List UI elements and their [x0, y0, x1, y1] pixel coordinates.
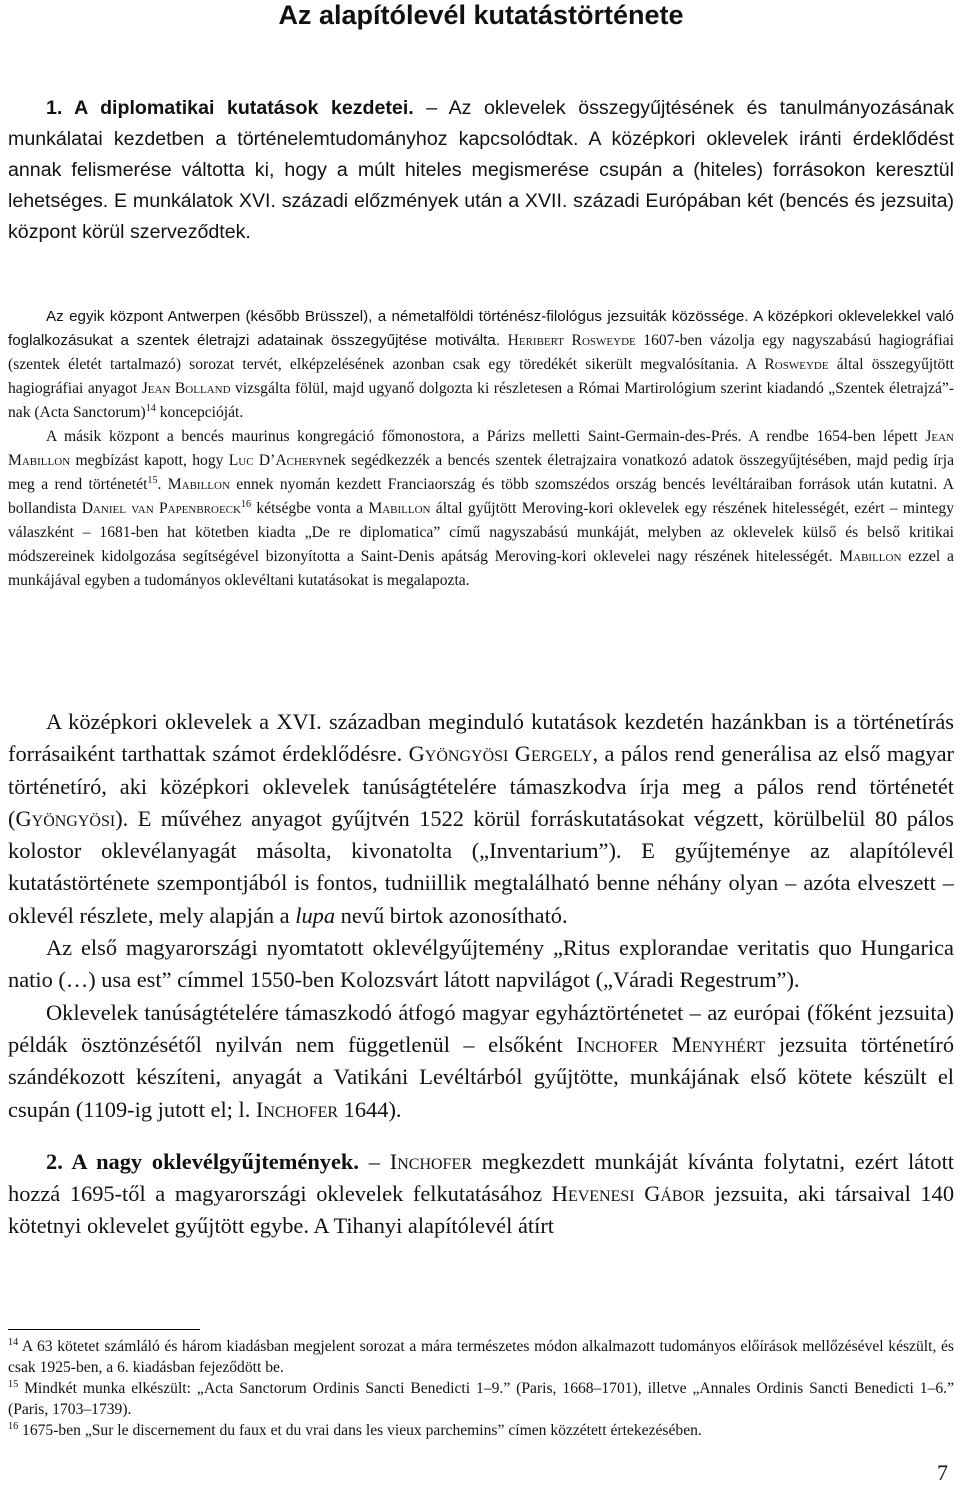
page-title: Az alapítólevél kutatástörténete [278, 0, 684, 30]
inchofer-paragraph: Oklevelek tanúságtételére támaszkodó átfogó magyar egyháztörténetet – az európai (főként jezsuita) példák ösztönzésétől nyilván nem függetlenül – elsőként Inchofer Menyhért jezsuita történetíró szándékozott készíteni, anyagát a Vatikáni Levéltárból gyűjtötte, munkájának első kötete készült el csupán (1109-ig jutott el; l. Inchofer 1644). [8, 999, 955, 1122]
antwerp-paragraph: Az egyik központ Antwerpen (később Brüsszel), a németalföldi történész-filológus jezsuiták közössége. A középkori oklevelekkel való foglalkozásukat a szentek életrajzi adatainak összegyűjtése motiválta. Heribert Rosweyde 1607-ben vázolja egy nagyszabású hagiográfiai (szentek életét tartalmazó) sorozat tervét, elképzelésének azonban csak egy töredékét sikerült megvalósítania. A Rosweyde által összegyűjtött hagiográfiai anyagot Jean Bolland vizsgálta fölül, majd ugyanő dolgozta ki részletesen a Római Martirológium szerint kiadandó „Szentek életrajzá”-nak (Acta Sanctorum)$^{14}$ koncepcióját. [8, 308, 954, 421]
section-2-paragraph: 2. A nagy oklevélgyűjtemények. – Inchofer megkezdett munkáját kívánta folytatni, ezért látott hozzá 1695-től a magyarországi oklevelek felkutatásához Hevenesi Gábor jezsuita, aki társaival 140 kötetnyi oklevelet gyűjtött egybe. A Tihanyi alapítólevél átírt [8, 1148, 955, 1239]
section-1-intro [8, 93, 954, 248]
varadi-regestrum-paragraph: Az első magyarországi nyomtatott oklevélgyűjtemény „Ritus explorandae veritatis quo Hungarica natio (…) usa est” címmel 1550-ben Kolozsvárt látott napvilágot („Váradi Regestrum”). [8, 935, 954, 993]
section-2-heading: 2. A nagy oklevélgyűjtemények. [46, 1148, 359, 1174]
section-1-heading: 1. A diplomatikai kutatások kezdetei. [46, 97, 414, 119]
section-1-dash: – [426, 97, 449, 119]
footnote-divider [8, 1329, 200, 1330]
small-print-block [8, 305, 954, 593]
footnote-15: $^{15}$ Mindkét munka elkészült: „Acta Sanctorum Ordinis Sancti Benedicti 1–9.” (Paris, 1668–1701), illetve „Annales Ordinis Sancti Benedicti 1–6.” (Paris, 1703–1739). [8, 1378, 954, 1418]
footnote-16: $^{16}$ 1675-ben „Sur le discernement du faux et du vrai dans les vieux parchemins” címen közzétett értekezésében. [8, 1420, 702, 1439]
main-serif-block [8, 706, 954, 1243]
footnote-ref-16[interactable]: 16 [240, 498, 252, 510]
footnotes [8, 1336, 954, 1441]
footnote-ref-15[interactable]: 15 [147, 474, 158, 486]
gyongyosi-paragraph: A középkori oklevelek a XVI. században meginduló kutatások kezdetén hazánkban is a történetírás forrásaiként tarthattak számot érdeklődésre. Gyöngyösi Gergely, a pálos rend generálisa az első magyar történetíró, aki középkori oklevelek tanúságtételére támaszkodva írja meg a pálos rend történetét (Gyöngyösi). E művéhez anyagot gyűjtvén 1522 körül forráskutatásokat végzett, körülbelül 80 pálos kolostor oklevélanyagát másolta, kivonatolta („Inventarium”). E gyűjteménye az alapítólevél kutatástörténete szempontjából is fontos, tudniillik megtalálható benne néhány olyan – azóta elveszett – oklevél részlete, mely alapján a lupa nevű birtok azonosítható. [8, 709, 954, 928]
section-1-text: Az oklevelek összegyűjtésének és tanulmányozásának munkálatai kezdetben a történelemtudományhoz kapcsolódtak. A középkori oklevelek iránti érdeklődést annak felismerése váltotta ki, hogy a múlt hiteles megismerése csupán a (hiteles) forrásokon keresztül lehetséges. E munkálatok XVI. századi előzmények után a XVII. századi Európában két (bencés és jezsuita) központ körül szerveződtek. [8, 97, 954, 243]
saint-germain-paragraph: A másik központ a bencés maurinus kongregáció főmonostora, a Párizs melletti Saint-Germain-des-Prés. A rendbe 1654-ben lépett Jean Mabillon megbízást kapott, hogy Luc D’Acherynek segédkezzék a bencés szentek életrajzaira vonatkozó adatok összegyűjtésében, majd pedig írja meg a rend történetét$^{15}$. Mabillon ennek nyomán kezdett Franciaország és több szomszédos ország bencés levéltáraiban források után kutatni. A bollandista Daniel van Papenbroeck$^{16}$ kétségbe vonta a Mabillon által gyűjtött Meroving-kori oklevelek egy részének hitelességét, ezért – mintegy válaszként – 1681-ben hat kötetben kiadta „De re diplomatica” című nagyszabású munkáját, melyben az oklevelek külső és belső kritikai módszereinek kidolgozása segítségével bizonyította a Saint-Denis apátság Meroving-kori oklevelei nagy részének hitelességét. Mabillon ezzel a munkájával egyben a tudományos oklevéltani kutatásokat is megalapozta. [8, 428, 955, 589]
footnote-ref-14[interactable]: 14 [145, 402, 156, 414]
page-number: 7 [937, 1460, 948, 1485]
footnote-14: $^{14}$ A 63 kötetet számláló és három kiadásban megjelent sorozat a mára természetes módon alkalmazott tudományos előírások mellőzésével készült, és csak 1925-ben, a 6. kiadásban fejeződött be. [8, 1336, 954, 1376]
